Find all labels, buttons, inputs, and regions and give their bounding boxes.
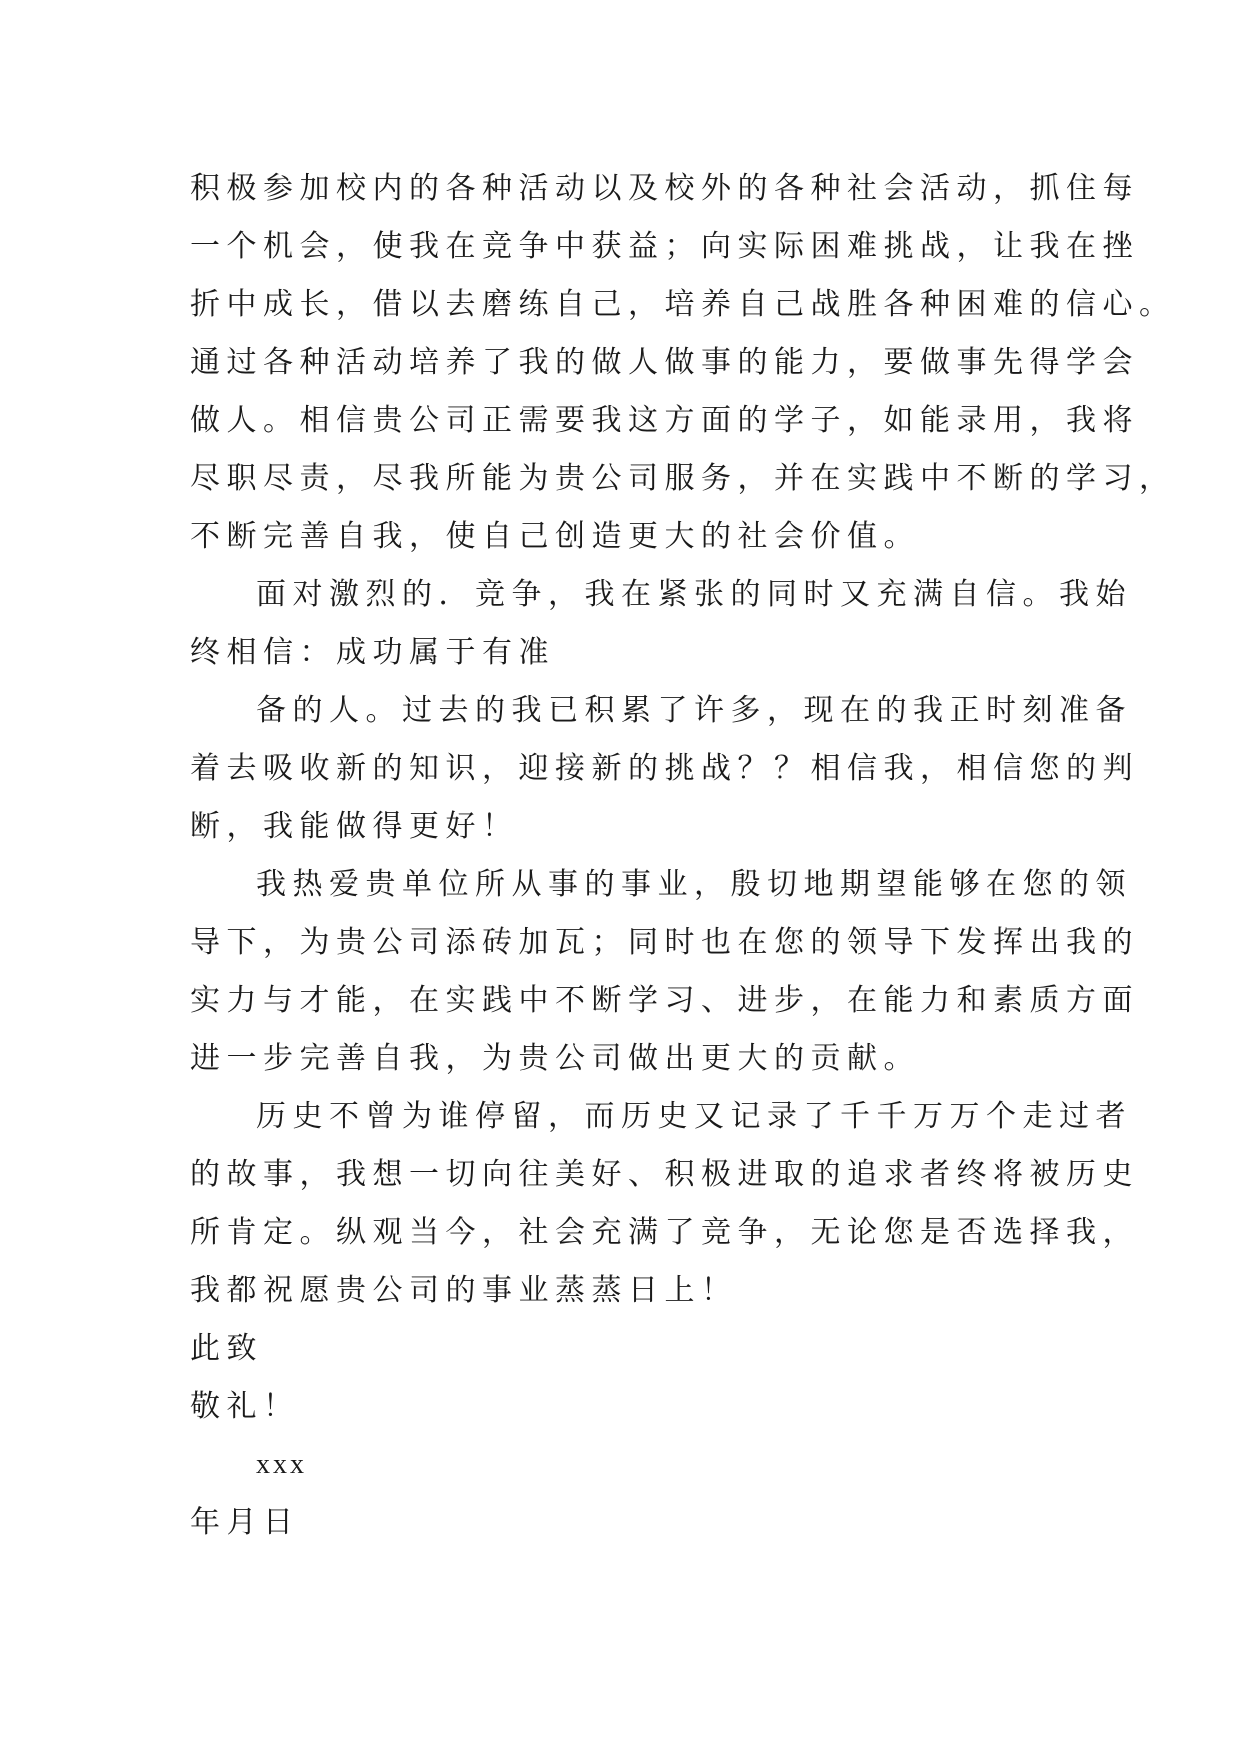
text-line: 尽职尽责，尽我所能为贵公司服务，并在实践中不断的学习，	[190, 461, 1176, 496]
text-line: 导下，为贵公司添砖加瓦；同时也在您的领导下发挥出我的	[190, 925, 1139, 960]
signature-name: xxx	[256, 1449, 307, 1480]
text-line: 所肯定。纵观当今，社会充满了竞争，无论您是否选择我，	[190, 1215, 1139, 1250]
text-line: 终相信：成功属于有准	[190, 635, 555, 670]
text-line: 折中成长，借以去磨练自己，培养自己战胜各种困难的信心。	[190, 287, 1176, 322]
text-line: 着去吸收新的知识，迎接新的挑战？？相信我，相信您的判	[190, 751, 1139, 786]
text-line: 做人。相信贵公司正需要我这方面的学子，如能录用，我将	[190, 403, 1139, 438]
text-line: 进一步完善自我，为贵公司做出更大的贡献。	[190, 1041, 920, 1076]
paragraph-first-line: 备的人。过去的我已积累了许多，现在的我正时刻准备	[256, 693, 1132, 728]
closing-salutation: 此致	[190, 1331, 263, 1366]
text-line: 积极参加校内的各种活动以及校外的各种社会活动，抓住每	[190, 171, 1139, 206]
signature-date: 年月日	[190, 1505, 300, 1540]
paragraph-first-line: 历史不曾为谁停留，而历史又记录了千千万万个走过者	[256, 1099, 1132, 1134]
paragraph-first-line: 面对激烈的．竞争，我在紧张的同时又充满自信。我始	[256, 577, 1132, 612]
text-line: 实力与才能，在实践中不断学习、进步，在能力和素质方面	[190, 983, 1139, 1018]
text-line: 不断完善自我，使自己创造更大的社会价值。	[190, 519, 920, 554]
text-line: 断，我能做得更好！	[190, 809, 519, 844]
text-line: 我都祝愿贵公司的事业蒸蒸日上！	[190, 1273, 738, 1308]
text-line: 的故事，我想一切向往美好、积极进取的追求者终将被历史	[190, 1157, 1139, 1192]
text-line: 通过各种活动培养了我的做人做事的能力，要做事先得学会	[190, 345, 1139, 380]
paragraph-first-line: 我热爱贵单位所从事的事业，殷切地期望能够在您的领	[256, 867, 1132, 902]
text-line: 一个机会，使我在竞争中获益；向实际困难挑战，让我在挫	[190, 229, 1139, 264]
closing-regards: 敬礼！	[190, 1389, 300, 1424]
